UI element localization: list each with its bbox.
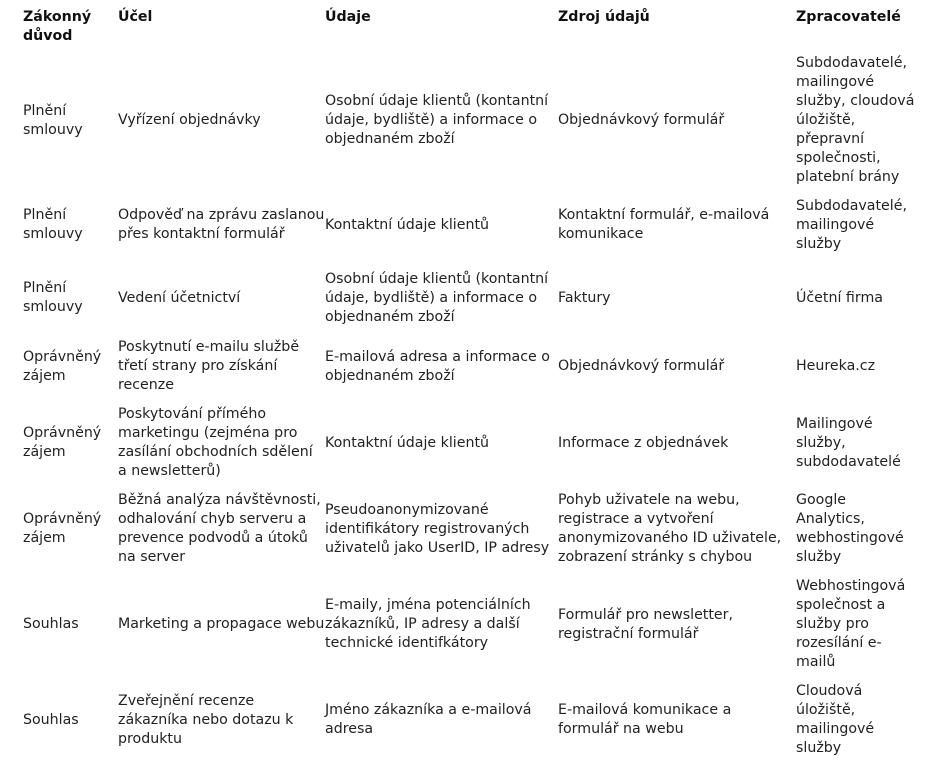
cell-legal-basis: Souhlas bbox=[23, 711, 79, 728]
cell-purpose: Poskytnutí e-mailu službě třetí strany pro získání recenze bbox=[118, 339, 300, 393]
cell-data-source: Objednávkový formulář bbox=[558, 112, 725, 128]
cell-legal-basis: Plnění smlouvy bbox=[23, 207, 83, 242]
cell-data: E-maily, jména potenciálních zákazníků, IP adresy a další technické identifkátory bbox=[325, 597, 531, 651]
header-data-source: Zdroj údajů bbox=[558, 9, 650, 25]
cell-processors: Mailingové služby, subdodavatelé bbox=[796, 415, 901, 470]
cell-data-source: E-mailová komunikace a formulář na webu bbox=[558, 702, 732, 737]
cell-processors: Webhostingová společnost a služby pro rozesílání e-mailů bbox=[796, 578, 906, 670]
header-data: Údaje bbox=[325, 9, 371, 25]
cell-purpose: Vyřízení objednávky bbox=[118, 112, 261, 128]
cell-data: E-mailová adresa a informace o objednaném zboží bbox=[325, 348, 550, 384]
cell-legal-basis: Souhlas bbox=[23, 616, 79, 632]
cell-legal-basis: Oprávněný zájem bbox=[23, 425, 102, 460]
cell-legal-basis: Oprávněný zájem bbox=[23, 511, 102, 546]
header-legal-basis: Zákonný důvod bbox=[23, 9, 92, 44]
table-row bbox=[23, 677, 918, 763]
table-row bbox=[23, 486, 918, 572]
cell-legal-basis: Plnění smlouvy bbox=[23, 102, 83, 138]
cell-data-source: Formulář pro newsletter, registrační formulář bbox=[558, 606, 734, 642]
cell-data: Osobní údaje klientů (kontantní údaje, bydliště) a informace o objednaném zboží bbox=[325, 270, 549, 325]
cell-purpose: Vedení účetnictví bbox=[118, 289, 241, 306]
cell-processors: Heureka.cz bbox=[796, 358, 876, 374]
cell-purpose: Marketing a propagace webu bbox=[118, 616, 325, 632]
cell-processors: Účetní firma bbox=[796, 289, 883, 306]
cell-data: Kontaktní údaje klientů bbox=[325, 216, 489, 233]
cell-data: Osobní údaje klientů (kontantní údaje, bydliště) a informace o objednaném zboží bbox=[325, 93, 549, 147]
cell-data-source: Pohyb uživatele na webu, registrace a vytvoření anonymizovaného ID uživatele, zobrazení stránky s chybou bbox=[558, 492, 782, 565]
cell-processors: Subdodavatelé, mailingové služby, cloudová úložiště, přepravní společnosti, platební brány bbox=[796, 55, 915, 185]
cell-purpose: Zveřejnění recenze zákazníka nebo dotazu k produktu bbox=[118, 692, 294, 747]
table-row bbox=[23, 333, 918, 400]
cell-data-source: Kontaktní formulář, e-mailová komunikace bbox=[558, 207, 770, 242]
cell-data: Pseudoanonymizované identifikátory registrovaných uživatelů jako UserID, IP adresy bbox=[325, 501, 550, 556]
cell-legal-basis: Oprávněný zájem bbox=[23, 348, 102, 384]
table-row bbox=[23, 187, 918, 263]
table-row bbox=[23, 400, 918, 486]
cell-legal-basis: Plnění smlouvy bbox=[23, 280, 83, 315]
table-header-row bbox=[23, 4, 918, 54]
header-processors: Zpracovatelé bbox=[796, 9, 901, 25]
cell-data-source: Faktury bbox=[558, 289, 611, 306]
table-row bbox=[23, 572, 918, 677]
cell-data-source: Informace z objednávek bbox=[558, 434, 729, 451]
cell-data-source: Objednávkový formulář bbox=[558, 358, 725, 374]
cell-purpose: Běžná analýza návštěvnosti, odhalování chyb serveru a prevence podvodů a útoků na server bbox=[118, 492, 321, 565]
cell-data: Kontaktní údaje klientů bbox=[325, 434, 489, 451]
cell-data: Jméno zákazníka a e-mailová adresa bbox=[325, 702, 532, 737]
cell-purpose: Poskytování přímého marketingu (zejména pro zasílání obchodních sdělení a newsletterů) bbox=[118, 406, 313, 479]
table-row bbox=[23, 54, 918, 187]
processing-table bbox=[23, 4, 918, 763]
cell-processors: Subdodavatelé, mailingové služby bbox=[796, 197, 907, 252]
cell-processors: Cloudová úložiště, mailingové služby bbox=[796, 683, 875, 756]
cell-processors: Google Analytics, webhostingové služby bbox=[796, 492, 904, 565]
header-purpose: Účel bbox=[118, 9, 153, 25]
table-row bbox=[23, 263, 918, 333]
cell-purpose: Odpověď na zprávu zaslanou přes kontaktní formulář bbox=[118, 207, 325, 242]
